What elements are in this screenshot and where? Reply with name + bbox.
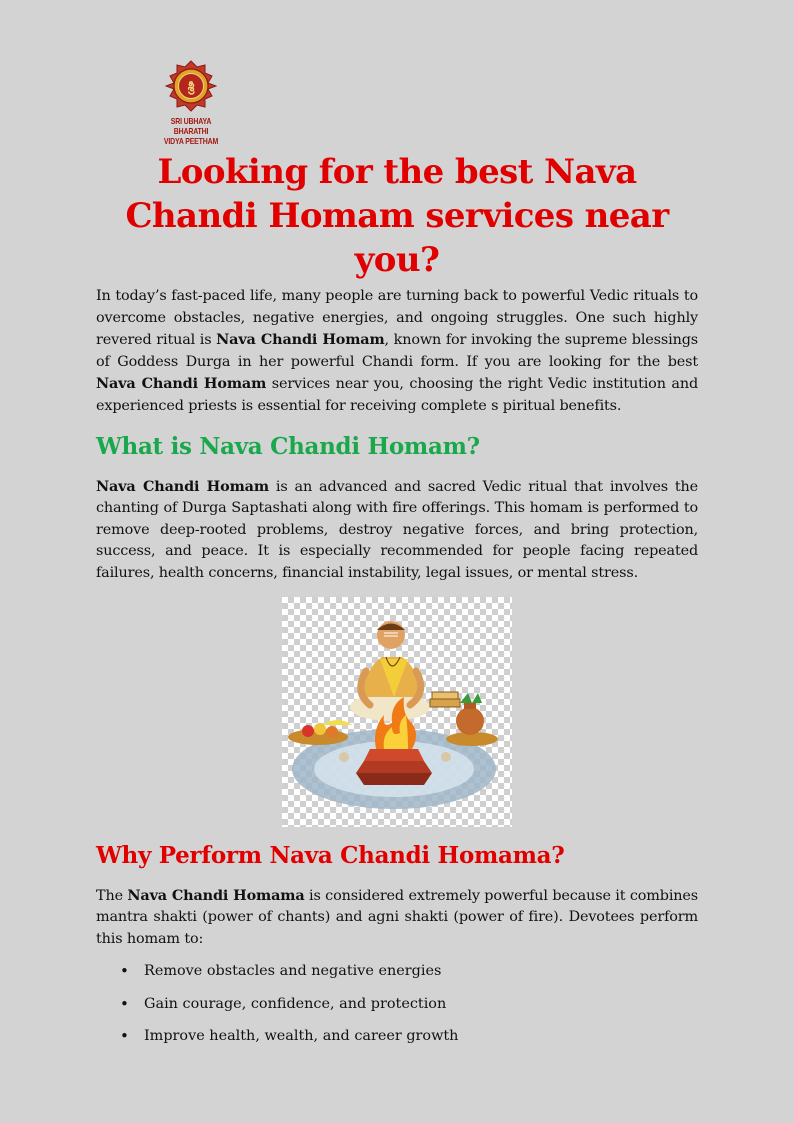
intro-paragraph: In today’s fast-paced life, many people are turning back to powerful Vedic rituals to overcome obstacles, negative energies, and ongoing struggles. One such highly revered ritual is Nava Chandi Homam, known for invoking the supreme blessings of Goddess Durga in her powerful Chandi form. If you are looking for the best Nava Chandi Homam services near you, choosing the right Vedic institution and experienced priests is essential for receiving complete s piritual benefits. [96, 288, 699, 414]
list-item: • Remove obstacles and negative energies [144, 960, 698, 982]
section-heading-what-is: What is Nava Chandi Homam? [96, 432, 480, 460]
page-title: Looking for the best Nava Chandi Homam services near you? [125, 152, 669, 280]
main-content [96, 150, 698, 1058]
priest-performing-homam-illustration [282, 597, 512, 827]
logo [150, 60, 232, 146]
benefits-list [96, 960, 698, 1047]
list-item: • Improve health, wealth, and career growth [144, 1025, 698, 1047]
svg-text:శ్రీ: శ్రీ [187, 80, 195, 94]
logo-name-line1: SRI UBHAYA BHARATHI [170, 116, 212, 136]
list-item: • Gain courage, confidence, and protection [144, 993, 698, 1015]
logo-name-line2: VIDYA PEETHAM [163, 136, 219, 146]
homam-illustration [282, 597, 512, 827]
what-is-paragraph: Nava Chandi Homam is an advanced and sacred Vedic ritual that involves the chanting of Durga Saptashati along with fire offerings. This homam is performed to remove deep-rooted problems, destroy negative forces, and bring protection, success, and peace. It is especially recommended for people facing repeated failures, health concerns, financial instability, legal issues, or mental stress. [96, 477, 699, 581]
why-perform-paragraph: The Nava Chandi Homama is considered extremely powerful because it combines mantra shakti (power of chants) and agni shakti (power of fire). Devotees perform this homam to: [96, 886, 699, 947]
temple-emblem-icon [165, 60, 217, 112]
section-heading-why-perform: Why Perform Nava Chandi Homama? [96, 841, 565, 869]
